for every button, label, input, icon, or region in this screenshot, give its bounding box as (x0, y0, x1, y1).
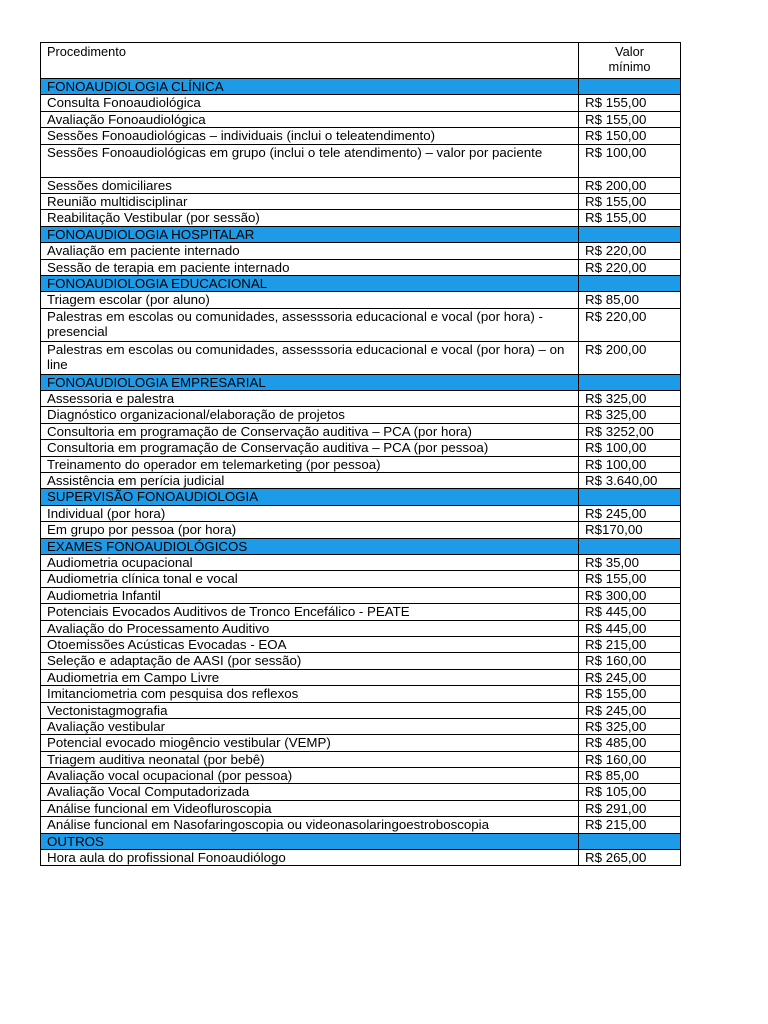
table-row (41, 341, 681, 374)
table-row (41, 193, 681, 209)
value-cell: R$ 100,00 (579, 440, 681, 456)
section-value-cell (579, 538, 681, 554)
value-cell: R$ 265,00 (579, 850, 681, 866)
value-cell: R$ 291,00 (579, 800, 681, 816)
procedure-cell: Imitanciometria com pesquisa dos reflexos (41, 686, 579, 702)
table-row (41, 210, 681, 226)
procedure-cell: Audiometria ocupacional (41, 554, 579, 570)
table-row (41, 243, 681, 259)
procedure-cell: Individual (por hora) (41, 505, 579, 521)
value-cell: R$ 100,00 (579, 144, 681, 177)
procedure-cell: Vectonistagmografia (41, 702, 579, 718)
table-row (41, 817, 681, 833)
table-row (41, 653, 681, 669)
procedure-cell: Triagem auditiva neonatal (por bebê) (41, 751, 579, 767)
table-row (41, 784, 681, 800)
table-row (41, 751, 681, 767)
value-cell: R$ 220,00 (579, 308, 681, 341)
section-header-row (41, 538, 681, 554)
value-cell: R$ 245,00 (579, 505, 681, 521)
table-row (41, 669, 681, 685)
procedure-cell: Avaliação vocal ocupacional (por pessoa) (41, 768, 579, 784)
procedure-cell: Audiometria clínica tonal e vocal (41, 571, 579, 587)
value-cell: R$ 155,00 (579, 193, 681, 209)
section-value-cell (579, 833, 681, 849)
value-cell: R$ 445,00 (579, 620, 681, 636)
table-row (41, 571, 681, 587)
table-row (41, 636, 681, 652)
procedure-cell: Reabilitação Vestibular (por sessão) (41, 210, 579, 226)
value-cell: R$ 245,00 (579, 702, 681, 718)
value-cell: R$ 325,00 (579, 718, 681, 734)
procedure-cell: Potenciais Evocados Auditivos de Tronco Encefálico - PEATE (41, 604, 579, 620)
procedure-cell: Otoemissões Acústicas Evocadas - EOA (41, 636, 579, 652)
value-cell: R$ 160,00 (579, 653, 681, 669)
table-row (41, 522, 681, 538)
value-cell: R$ 155,00 (579, 686, 681, 702)
value-cell: R$ 300,00 (579, 587, 681, 603)
procedure-cell: Hora aula do profissional Fonoaudiólogo (41, 850, 579, 866)
procedure-cell: Sessões domiciliares (41, 177, 579, 193)
table-row (41, 440, 681, 456)
value-header-line1: Valor (615, 44, 644, 59)
value-cell: R$ 485,00 (579, 735, 681, 751)
table-row (41, 308, 681, 341)
section-title: OUTROS (41, 833, 579, 849)
value-cell: R$ 220,00 (579, 259, 681, 275)
table-row (41, 111, 681, 127)
section-header-row (41, 489, 681, 505)
table-row (41, 768, 681, 784)
procedure-cell: Sessão de terapia em paciente internado (41, 259, 579, 275)
procedure-cell: Avaliação do Processamento Auditivo (41, 620, 579, 636)
procedure-cell: Triagem escolar (por aluno) (41, 292, 579, 308)
table-row (41, 735, 681, 751)
procedure-cell: Palestras em escolas ou comunidades, assesssoria educacional e vocal (por hora) - presencial (41, 308, 579, 341)
value-cell: R$ 85,00 (579, 292, 681, 308)
table-row (41, 686, 681, 702)
procedure-cell: Reunião multidisciplinar (41, 193, 579, 209)
value-cell: R$ 445,00 (579, 604, 681, 620)
value-cell: R$ 155,00 (579, 571, 681, 587)
table-row (41, 95, 681, 111)
procedure-cell: Audiometria Infantil (41, 587, 579, 603)
value-column-header (579, 43, 681, 79)
value-cell: R$ 200,00 (579, 177, 681, 193)
value-cell: R$ 150,00 (579, 128, 681, 144)
table-row (41, 850, 681, 866)
section-title: SUPERVISÃO FONOAUDIOLOGIA (41, 489, 579, 505)
table-row (41, 554, 681, 570)
section-value-cell (579, 275, 681, 291)
procedure-cell: Consultoria em programação de Conservação auditiva – PCA (por pessoa) (41, 440, 579, 456)
table-row (41, 473, 681, 489)
table-row (41, 259, 681, 275)
value-cell: R$ 3.640,00 (579, 473, 681, 489)
value-cell: R$ 215,00 (579, 817, 681, 833)
value-cell: R$ 105,00 (579, 784, 681, 800)
table-row (41, 604, 681, 620)
value-cell: R$ 85,00 (579, 768, 681, 784)
section-title: FONOAUDIOLOGIA HOSPITALAR (41, 226, 579, 242)
table-row (41, 718, 681, 734)
section-value-cell (579, 226, 681, 242)
section-title: FONOAUDIOLOGIA CLÍNICA (41, 79, 579, 95)
value-cell: R$ 215,00 (579, 636, 681, 652)
table-row (41, 144, 681, 177)
procedure-cell: Consultoria em programação de Conservação auditiva – PCA (por hora) (41, 423, 579, 439)
section-header-row (41, 226, 681, 242)
value-cell: R$ 325,00 (579, 407, 681, 423)
procedure-cell: Análise funcional em Videofluroscopia (41, 800, 579, 816)
section-header-row (41, 833, 681, 849)
table-row (41, 620, 681, 636)
procedure-cell: Avaliação Vocal Computadorizada (41, 784, 579, 800)
value-cell: R$ 155,00 (579, 95, 681, 111)
procedure-cell: Em grupo por pessoa (por hora) (41, 522, 579, 538)
table-row (41, 423, 681, 439)
section-value-cell (579, 489, 681, 505)
value-cell: R$ 325,00 (579, 391, 681, 407)
procedure-cell: Diagnóstico organizacional/elaboração de projetos (41, 407, 579, 423)
procedure-cell: Consulta Fonoaudiológica (41, 95, 579, 111)
section-header-row (41, 374, 681, 390)
procedure-cell: Avaliação vestibular (41, 718, 579, 734)
table-row (41, 292, 681, 308)
section-header-row (41, 79, 681, 95)
table-row (41, 800, 681, 816)
table-row (41, 177, 681, 193)
value-cell: R$ 200,00 (579, 341, 681, 374)
value-header-line2: mínimo (608, 59, 651, 74)
table-row (41, 702, 681, 718)
table-row (41, 456, 681, 472)
section-value-cell (579, 374, 681, 390)
value-cell: R$170,00 (579, 522, 681, 538)
value-cell: R$ 155,00 (579, 111, 681, 127)
procedure-cell: Assessoria e palestra (41, 391, 579, 407)
section-header-row (41, 275, 681, 291)
procedure-cell: Assistência em perícia judicial (41, 473, 579, 489)
value-cell: R$ 35,00 (579, 554, 681, 570)
procedure-cell: Análise funcional em Nasofaringoscopia ou videonasolaringoestroboscopia (41, 817, 579, 833)
section-title: FONOAUDIOLOGIA EDUCACIONAL (41, 275, 579, 291)
table-row (41, 128, 681, 144)
section-value-cell (579, 79, 681, 95)
value-cell: R$ 155,00 (579, 210, 681, 226)
procedure-cell: Audiometria em Campo Livre (41, 669, 579, 685)
procedure-cell: Avaliação Fonoaudiológica (41, 111, 579, 127)
value-cell: R$ 3252,00 (579, 423, 681, 439)
procedure-cell: Avaliação em paciente internado (41, 243, 579, 259)
table-row (41, 407, 681, 423)
procedure-cell: Sessões Fonoaudiológicas – individuais (inclui o teleatendimento) (41, 128, 579, 144)
value-cell: R$ 160,00 (579, 751, 681, 767)
price-table (40, 42, 681, 866)
procedure-column-header: Procedimento (41, 43, 579, 79)
procedure-cell: Sessões Fonoaudiológicas em grupo (inclui o tele atendimento) – valor por paciente (41, 144, 579, 177)
table-header-row (41, 43, 681, 79)
procedure-cell: Treinamento do operador em telemarketing (por pessoa) (41, 456, 579, 472)
value-cell: R$ 220,00 (579, 243, 681, 259)
procedure-cell: Seleção e adaptação de AASI (por sessão) (41, 653, 579, 669)
section-title: EXAMES FONOAUDIOLÓGICOS (41, 538, 579, 554)
value-cell: R$ 245,00 (579, 669, 681, 685)
procedure-cell: Palestras em escolas ou comunidades, assesssoria educacional e vocal (por hora) – on line (41, 341, 579, 374)
value-cell: R$ 100,00 (579, 456, 681, 472)
table-row (41, 505, 681, 521)
table-body (41, 43, 681, 866)
table-row (41, 391, 681, 407)
table-row (41, 587, 681, 603)
procedure-cell: Potencial evocado miogêncio vestibular (VEMP) (41, 735, 579, 751)
section-title: FONOAUDIOLOGIA EMPRESARIAL (41, 374, 579, 390)
